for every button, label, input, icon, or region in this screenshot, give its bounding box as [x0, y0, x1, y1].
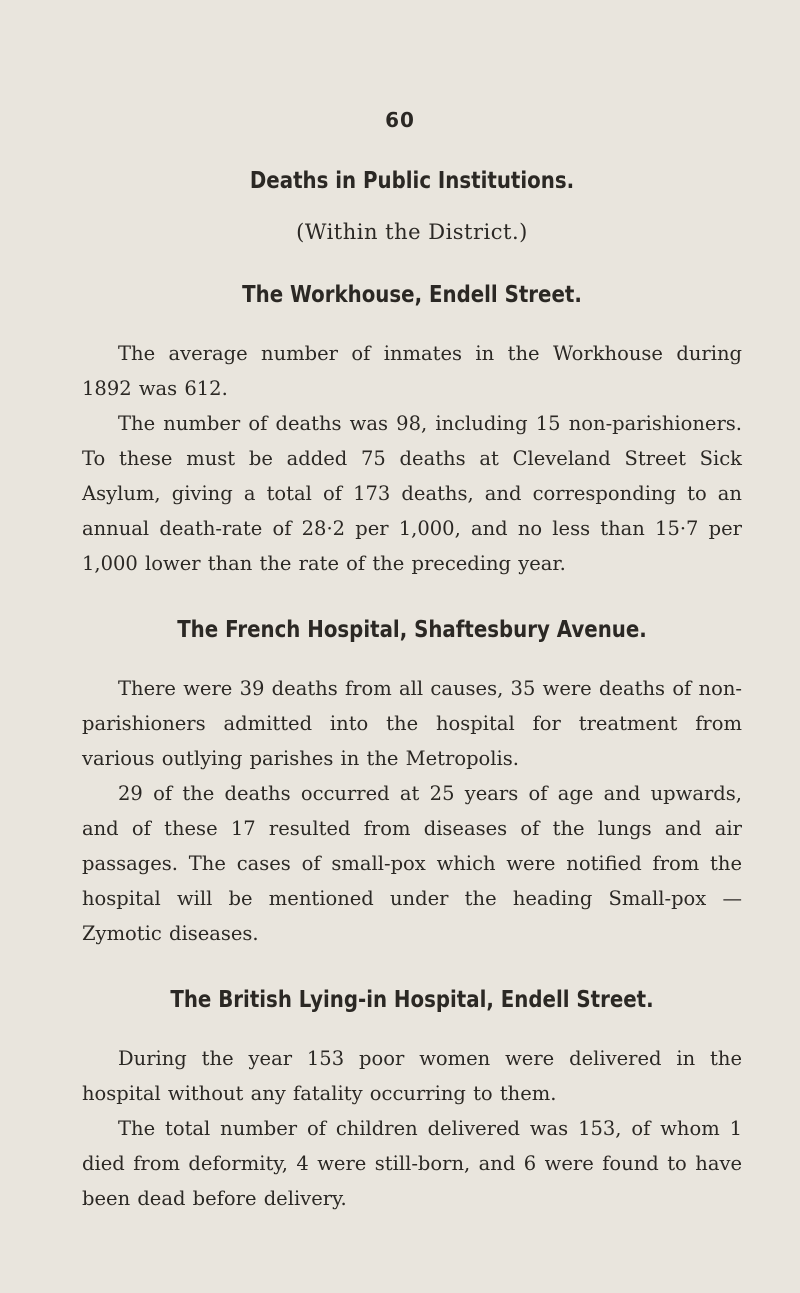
section-workhouse [82, 282, 742, 581]
paragraph: There were 39 deaths from all causes, 35 were deaths of non-parishioners admitted into the hospital for treatment from various outlying parishes in the Metropolis. [82, 677, 742, 770]
section-british-lying-in-hospital [82, 987, 742, 1216]
section-heading: The Workhouse, Endell Street. [242, 282, 582, 308]
page-subtitle: (Within the District.) [296, 220, 528, 244]
paragraph: The average number of inmates in the Workhouse during 1892 was 612. [82, 342, 742, 400]
page-content [82, 168, 742, 1216]
section-heading: The British Lying-in Hospital, Endell Street. [170, 987, 654, 1013]
paragraph: During the year 153 poor women were delivered in the hospital without any fatality occurring to them. [82, 1047, 742, 1105]
page-number: 60 [385, 108, 415, 132]
section-heading: The French Hospital, Shaftesbury Avenue. [177, 617, 647, 643]
paragraph: 29 of the deaths occurred at 25 years of age and upwards, and of these 17 resulted from diseases of the lungs and air passages. The cases of small-pox which were notified from the hospital will be mentioned under the heading Small-pox — Zymotic diseases. [82, 782, 742, 945]
section-french-hospital [82, 617, 742, 951]
paragraph: The total number of children delivered was 153, of whom 1 died from deformity, 4 were still-born, and 6 were found to have been dead before delivery. [82, 1117, 742, 1210]
page-title: Deaths in Public Institutions. [249, 168, 575, 194]
paragraph: The number of deaths was 98, including 15 non-parishioners. To these must be added 75 deaths at Cleveland Street Sick Asylum, giving a total of 173 deaths, and corresponding to an annual death-rate of 28·2 per 1,000, and no less than 15·7 per 1,000 lower than the rate of the preceding year. [82, 412, 742, 575]
